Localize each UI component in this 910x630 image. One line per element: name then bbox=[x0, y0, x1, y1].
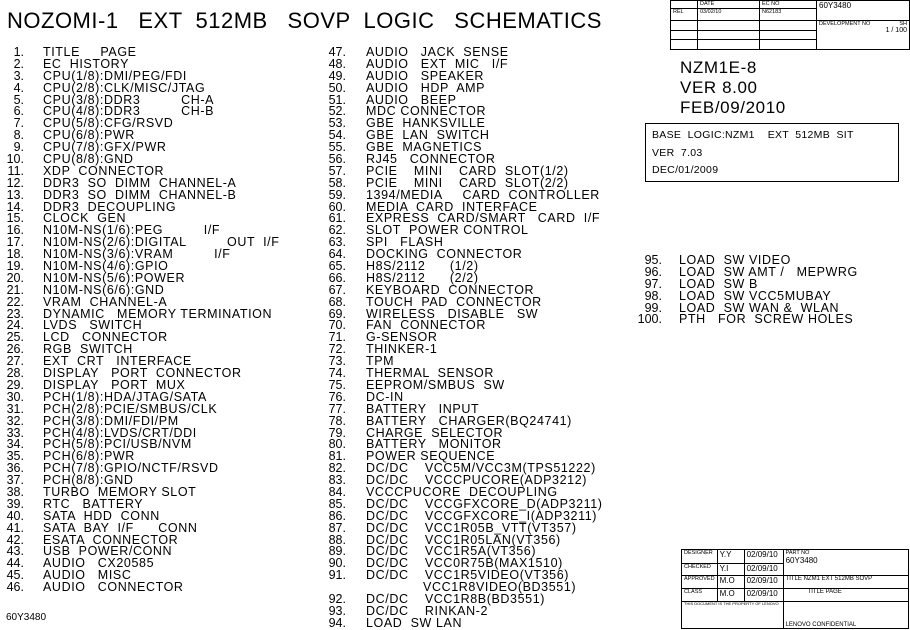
entry-number: 36. bbox=[6, 461, 24, 476]
entry-title: CLOCK GEN bbox=[43, 211, 127, 226]
entry-number: 76. bbox=[328, 389, 346, 404]
index-column-3 bbox=[636, 255, 858, 326]
title-block bbox=[681, 549, 909, 629]
entry-number: 18. bbox=[6, 247, 24, 262]
entry-number: 16. bbox=[6, 223, 24, 238]
entry-number: 98. bbox=[644, 288, 662, 303]
entry-title: PCH(2/8):PCIE/SMBUS/CLK bbox=[43, 401, 218, 416]
entry-number: 30. bbox=[6, 389, 24, 404]
entry-number: 19. bbox=[6, 259, 24, 274]
bottom-part-code: 60Y3480 bbox=[6, 612, 47, 623]
entry-number: 9. bbox=[13, 140, 24, 155]
index-entry bbox=[320, 320, 603, 332]
entry-number: 75. bbox=[328, 377, 346, 392]
index-entry bbox=[320, 225, 603, 237]
confidential-label: LENOVO CONFIDENTIAL bbox=[783, 601, 908, 628]
entry-title: RGB SWITCH bbox=[43, 342, 133, 357]
entry-number: 68. bbox=[328, 294, 346, 309]
index-entry bbox=[320, 80, 603, 95]
checked-date: 02/09/10 bbox=[744, 563, 783, 576]
entry-title: DC/DC VCC1R05LAN(VT356) bbox=[366, 532, 561, 547]
entry-title: N10M-NS(2/6):DIGITAL OUT I/F bbox=[43, 235, 280, 250]
entry-title: N10M-NS(6/6):GND bbox=[43, 282, 165, 297]
entry-title: RTC BATTERY bbox=[43, 496, 144, 511]
entry-title: DC/DC VCC5M/VCC3M(TPS51222) bbox=[366, 461, 596, 476]
entry-number: 87. bbox=[328, 520, 346, 535]
entry-title: FAN CONNECTOR bbox=[366, 318, 486, 333]
entry-title: DC/DC VCCGFXCORE_D(ADP3211) bbox=[366, 496, 603, 511]
title-page-cell: TITLE PAGE bbox=[783, 588, 908, 601]
entry-number: 89. bbox=[328, 544, 346, 559]
entry-title: CPU(6/8):PWR bbox=[43, 128, 135, 143]
entry-title: GBE MAGNETICS bbox=[366, 140, 483, 155]
entry-title: N10M-NS(1/6):PEG I/F bbox=[43, 223, 221, 238]
entry-number: 17. bbox=[6, 235, 24, 250]
entry-title: ESATA CONNECTOR bbox=[43, 532, 179, 547]
checked-name: Y.I bbox=[717, 563, 744, 576]
entry-number: 42. bbox=[6, 532, 24, 547]
entry-title: DISPLAY PORT MUX bbox=[43, 377, 186, 392]
entry-title: CPU(4/8):DDR3 CH-B bbox=[43, 104, 215, 119]
entry-title: LOAD SW VIDEO bbox=[679, 253, 791, 267]
entry-number: 97. bbox=[644, 276, 662, 291]
entry-number: 99. bbox=[644, 300, 662, 315]
index-column-2 bbox=[320, 47, 603, 630]
entry-number: 49. bbox=[328, 68, 346, 83]
entry-number: 44. bbox=[6, 556, 24, 571]
entry-title: AUDIO HDP AMP bbox=[366, 80, 486, 95]
entry-title: H8S/2112 (1/2) bbox=[366, 259, 479, 274]
entry-title: DDR3 SO DIMM CHANNEL-B bbox=[43, 187, 237, 202]
entry-title: AUDIO CX20585 bbox=[43, 556, 155, 571]
entry-number: 21. bbox=[6, 282, 24, 297]
entry-number: 60. bbox=[328, 199, 346, 214]
entry-title: LOAD SW LAN bbox=[366, 615, 463, 630]
entry-title: PTH FOR SCREW HOLES bbox=[679, 312, 854, 327]
entry-number: 86. bbox=[328, 508, 346, 523]
entry-title: N10M-NS(3/6):VRAM I/F bbox=[43, 247, 231, 262]
entry-number: 100. bbox=[637, 312, 662, 327]
class-date: 02/09/10 bbox=[744, 588, 783, 601]
entry-number: 33. bbox=[6, 425, 24, 440]
entry-title: CPU(5/8):CFG/RSVD bbox=[43, 116, 174, 131]
entry-number: 83. bbox=[328, 473, 346, 488]
entry-number: 37. bbox=[6, 473, 24, 488]
entry-number: 78. bbox=[328, 413, 346, 428]
entry-title: AUDIO MISC bbox=[43, 568, 132, 583]
entry-title: XDP CONNECTOR bbox=[43, 163, 165, 178]
entry-title: AUDIO BEEP bbox=[366, 92, 457, 107]
designer-label: DESIGNER bbox=[682, 550, 718, 564]
entry-title: DDR3 DECOUPLING bbox=[43, 199, 177, 214]
entry-number: 14. bbox=[6, 199, 24, 214]
entry-number: 47. bbox=[328, 45, 346, 59]
entry-number: 53. bbox=[328, 116, 346, 131]
index-entry bbox=[320, 344, 603, 356]
document-id-block bbox=[680, 58, 786, 118]
entry-number: 27. bbox=[6, 354, 24, 369]
entry-number: 29. bbox=[6, 377, 24, 392]
base-line-2: VER 7.03 bbox=[652, 147, 703, 159]
entry-number: 46. bbox=[6, 580, 24, 595]
entry-number: 74. bbox=[328, 366, 346, 381]
entry-title: USB POWER/CONN bbox=[43, 544, 173, 559]
entry-number: 23. bbox=[6, 306, 24, 321]
entry-title: PCH(3/8):DMI/FDI/PM bbox=[43, 413, 179, 428]
entry-number: 50. bbox=[328, 80, 346, 95]
index-entry bbox=[636, 314, 858, 326]
title-part-no: 60Y3480 bbox=[785, 556, 818, 565]
property-notice: THIS DOCUMENT IS THE PROPERTY OF LENOVO bbox=[682, 601, 784, 628]
entry-number: 25. bbox=[6, 330, 24, 345]
entry-number: 54. bbox=[328, 128, 346, 143]
entry-title: N10M-NS(4/6):GPIO bbox=[43, 259, 169, 274]
entry-number: 77. bbox=[328, 401, 346, 416]
entry-title: SATA HDD CONN bbox=[43, 508, 160, 523]
entry-number: 15. bbox=[6, 211, 24, 226]
entry-number: 61. bbox=[328, 211, 346, 226]
entry-number: 67. bbox=[328, 282, 346, 297]
entry-title: WIRELESS DISABLE SW bbox=[366, 306, 539, 321]
entry-title: KEYBOARD CONNECTOR bbox=[366, 282, 535, 297]
index-entry bbox=[3, 582, 280, 594]
entry-title: PCH(5/8):PCI/USB/NVM bbox=[43, 437, 192, 452]
entry-number: 80. bbox=[328, 437, 346, 452]
entry-number: 66. bbox=[328, 270, 346, 285]
part-no-label: PART NO bbox=[785, 550, 810, 556]
entry-title: LCD CONNECTOR bbox=[43, 330, 168, 345]
entry-number: 96. bbox=[644, 264, 662, 279]
entry-number: 71. bbox=[328, 330, 346, 345]
title-row: TITLE NZM1 EXT 512MB SOVP bbox=[783, 576, 908, 589]
entry-number: 52. bbox=[328, 104, 346, 119]
entry-number: 39. bbox=[6, 496, 24, 511]
entry-title: DC/DC VCC1R8B(BD3551) bbox=[366, 591, 546, 606]
approved-name: M.O bbox=[717, 576, 744, 589]
entry-title: THERMAL SENSOR bbox=[366, 366, 495, 381]
index-entry bbox=[320, 332, 603, 344]
approved-label: APPROVED bbox=[682, 576, 718, 589]
entry-number: 11. bbox=[7, 163, 24, 178]
entry-title: CPU(2/8):CLK/MISC/JTAG bbox=[43, 80, 206, 95]
entry-number: 12. bbox=[6, 175, 24, 190]
entry-title: DC/DC RINKAN-2 bbox=[366, 603, 489, 618]
entry-title: POWER SEQUENCE bbox=[366, 449, 496, 464]
revision-table bbox=[670, 0, 910, 50]
entry-number: 56. bbox=[328, 152, 346, 167]
entry-number: 8. bbox=[13, 128, 24, 143]
entry-number: 55. bbox=[328, 140, 346, 155]
entry-number: 20. bbox=[6, 270, 24, 285]
entry-title: AUDIO EXT MIC I/F bbox=[366, 56, 509, 71]
entry-title: VCC1R8VIDEO(BD3551) bbox=[366, 580, 577, 595]
entry-number: 63. bbox=[328, 235, 346, 250]
entry-number: 26. bbox=[6, 342, 24, 357]
entry-number: 91. bbox=[328, 568, 346, 583]
entry-title: DC/DC VCC1R5VIDEO(VT356) bbox=[366, 568, 570, 583]
entry-number: 51. bbox=[328, 92, 346, 107]
sheet-label: SH bbox=[899, 21, 907, 28]
entry-title: PCH(4/8):LVDS/CRT/DDI bbox=[43, 425, 197, 440]
entry-number: 35. bbox=[6, 449, 24, 464]
entry-number: 32. bbox=[6, 413, 24, 428]
entry-number: 62. bbox=[328, 223, 346, 238]
entry-title: TITLE PAGE bbox=[43, 45, 137, 59]
entry-title: DC/DC VCC0R75B(MAX1510) bbox=[366, 556, 563, 571]
entry-title: SATA BAY I/F CONN bbox=[43, 520, 198, 535]
checked-label: CHECKED bbox=[682, 563, 718, 576]
entry-title: 1394/MEDIA CARD CONTROLLER bbox=[366, 187, 600, 202]
entry-title: AUDIO CONNECTOR bbox=[43, 580, 184, 595]
entry-title: VRAM CHANNEL-A bbox=[43, 294, 168, 309]
entry-title: LVDS SWITCH bbox=[43, 318, 143, 333]
entry-title: DC-IN bbox=[366, 389, 404, 404]
entry-number: 3. bbox=[13, 68, 24, 83]
doc-date: FEB/09/2010 bbox=[680, 98, 786, 117]
entry-number: 7. bbox=[13, 116, 24, 131]
entry-number: 5. bbox=[13, 92, 24, 107]
entry-title: PCH(6/8):PWR bbox=[43, 449, 135, 464]
rev-date: 03/02/10 bbox=[698, 9, 760, 21]
index-entry bbox=[320, 377, 603, 392]
entry-number: 6. bbox=[13, 104, 24, 119]
base-logic-box bbox=[645, 123, 899, 182]
entry-number: 58. bbox=[328, 175, 346, 190]
approved-date: 02/09/10 bbox=[744, 576, 783, 589]
entry-title: SLOT POWER CONTROL bbox=[366, 223, 529, 238]
entry-title: LOAD SW VCC5MUBAY bbox=[679, 288, 832, 303]
entry-title: PCIE MINI CARD SLOT(1/2) bbox=[366, 163, 569, 178]
entry-title: PCH(7/8):GPIO/NCTF/RSVD bbox=[43, 461, 219, 476]
rev-date-header: DATE bbox=[698, 1, 760, 9]
entry-number: 79. bbox=[328, 425, 346, 440]
entry-number: 31. bbox=[6, 401, 24, 416]
entry-title: PCH(1/8):HDA/JTAG/SATA bbox=[43, 389, 207, 404]
sheet-number: 1 / 100 bbox=[885, 27, 907, 35]
entry-title: G-SENSOR bbox=[366, 330, 438, 345]
entry-number: 22. bbox=[6, 294, 24, 309]
entry-title: TURBO MEMORY SLOT bbox=[43, 484, 197, 499]
entry-title: DDR3 SO DIMM CHANNEL-A bbox=[43, 175, 237, 190]
entry-number: 4. bbox=[13, 80, 24, 95]
entry-title: SPI FLASH bbox=[366, 235, 444, 250]
entry-title: TOUCH PAD CONNECTOR bbox=[366, 294, 542, 309]
designer-date: 02/09/10 bbox=[744, 550, 783, 564]
rev-ecno-header: EC NO bbox=[760, 1, 817, 9]
base-line-3: DEC/01/2009 bbox=[652, 164, 719, 176]
entry-title: CPU(1/8):DMI/PEG/FDI bbox=[43, 68, 187, 83]
class-name: M.O bbox=[717, 588, 744, 601]
class-label: CLASS bbox=[682, 588, 718, 601]
entry-title: MEDIA CARD INTERFACE bbox=[366, 199, 538, 214]
entry-title: DYNAMIC MEMORY TERMINATION bbox=[43, 306, 273, 321]
entry-title: DOCKING CONNECTOR bbox=[366, 247, 523, 262]
entry-title: EXPRESS CARD/SMART CARD I/F bbox=[366, 211, 601, 226]
entry-number: 95. bbox=[644, 253, 662, 267]
index-column-1 bbox=[3, 47, 280, 594]
doc-name: NZM1E-8 bbox=[680, 58, 757, 77]
entry-number: 13. bbox=[6, 187, 24, 202]
entry-title: BATTERY MONITOR bbox=[366, 437, 502, 452]
dev-no-label: DEVELOPMENT NO bbox=[819, 21, 871, 28]
entry-number: 93. bbox=[328, 603, 346, 618]
entry-number: 94. bbox=[328, 615, 346, 630]
entry-number: 24. bbox=[6, 318, 24, 333]
entry-title: LOAD SW AMT / MEPWRG bbox=[679, 264, 858, 279]
rev-ecno: N62183 bbox=[760, 9, 817, 21]
entry-title: RJ45 CONNECTOR bbox=[366, 152, 496, 167]
entry-title: VCCCPUCORE DECOUPLING bbox=[366, 484, 558, 499]
entry-number: 57. bbox=[328, 163, 346, 178]
entry-title: AUDIO JACK SENSE bbox=[366, 45, 509, 59]
entry-number: 1. bbox=[13, 45, 24, 59]
entry-title: GBE LAN SWITCH bbox=[366, 128, 490, 143]
entry-title: DC/DC VCCCPUCORE(ADP3212) bbox=[366, 473, 588, 488]
entry-title: PCH(8/8):GND bbox=[43, 473, 134, 488]
entry-number: 70. bbox=[328, 318, 346, 333]
entry-title: AUDIO SPEAKER bbox=[366, 68, 485, 83]
entry-number: 28. bbox=[6, 366, 24, 381]
entry-title: PCIE MINI CARD SLOT(2/2) bbox=[366, 175, 569, 190]
entry-number: 81. bbox=[328, 449, 346, 464]
entry-title: CPU(8/8):GND bbox=[43, 152, 134, 167]
entry-title: TPM bbox=[366, 354, 395, 369]
entry-number: 84. bbox=[328, 484, 346, 499]
entry-number: 64. bbox=[328, 247, 346, 262]
entry-title: DC/DC VCCGFXCORE_I(ADP3211) bbox=[366, 508, 598, 523]
entry-number: 72. bbox=[328, 342, 346, 357]
entry-title: EC HISTORY bbox=[43, 56, 130, 71]
entry-number: 43. bbox=[6, 544, 24, 559]
entry-title: EXT CRT INTERFACE bbox=[43, 354, 192, 369]
entry-number: 10. bbox=[6, 152, 24, 167]
rev-part-no: 60Y3480 bbox=[819, 1, 852, 10]
entry-number: 85. bbox=[328, 496, 346, 511]
entry-number: 34. bbox=[6, 437, 24, 452]
entry-number: 82. bbox=[328, 461, 346, 476]
entry-number: 59. bbox=[328, 187, 346, 202]
entry-title: CPU(3/8):DDR3 CH-A bbox=[43, 92, 215, 107]
entry-title: CHARGE SELECTOR bbox=[366, 425, 504, 440]
entry-title: THINKER-1 bbox=[366, 342, 438, 357]
entry-number: 69. bbox=[328, 306, 346, 321]
page-title: NOZOMI-1 EXT 512MB SOVP LOGIC SCHEMATICS bbox=[7, 8, 602, 33]
entry-title: BATTERY INPUT bbox=[366, 401, 480, 416]
entry-title: LOAD SW B bbox=[679, 276, 758, 291]
entry-number: 48. bbox=[328, 56, 346, 71]
entry-number: 65. bbox=[328, 259, 346, 274]
entry-title: N10M-NS(5/6):POWER bbox=[43, 270, 186, 285]
entry-title: GBE HANKSVILLE bbox=[366, 116, 486, 131]
entry-title: CPU(7/8):GFX/PWR bbox=[43, 140, 167, 155]
entry-number: 92. bbox=[328, 591, 346, 606]
entry-number: 73. bbox=[328, 354, 346, 369]
entry-title: BATTERY CHARGER(BQ24741) bbox=[366, 413, 572, 428]
entry-title: EEPROM/SMBUS SW bbox=[366, 377, 505, 392]
entry-number: 41. bbox=[6, 520, 24, 535]
designer-name: Y.Y bbox=[717, 550, 744, 564]
entry-number: 40. bbox=[6, 508, 24, 523]
entry-number: 88. bbox=[328, 532, 346, 547]
entry-title: LOAD SW WAN & WLAN bbox=[679, 300, 840, 315]
entry-number: 38. bbox=[6, 484, 24, 499]
entry-title: H8S/2112 (2/2) bbox=[366, 270, 479, 285]
entry-title: DISPLAY PORT CONNECTOR bbox=[43, 366, 242, 381]
rev-ref-label: REL bbox=[671, 9, 698, 21]
doc-version: VER 8.00 bbox=[680, 78, 758, 97]
entry-title: DC/DC VCC1R05B_VTT(VT357) bbox=[366, 520, 577, 535]
entry-number: 45. bbox=[6, 568, 24, 583]
entry-number: 90. bbox=[328, 556, 346, 571]
entry-number: 2. bbox=[13, 56, 24, 71]
entry-title: MDC CONNECTOR bbox=[366, 104, 487, 119]
base-line-1: BASE LOGIC:NZM1 EXT 512MB SIT bbox=[652, 129, 854, 141]
entry-title: DC/DC VCC1R5A(VT356) bbox=[366, 544, 537, 559]
index-entry bbox=[320, 615, 603, 630]
